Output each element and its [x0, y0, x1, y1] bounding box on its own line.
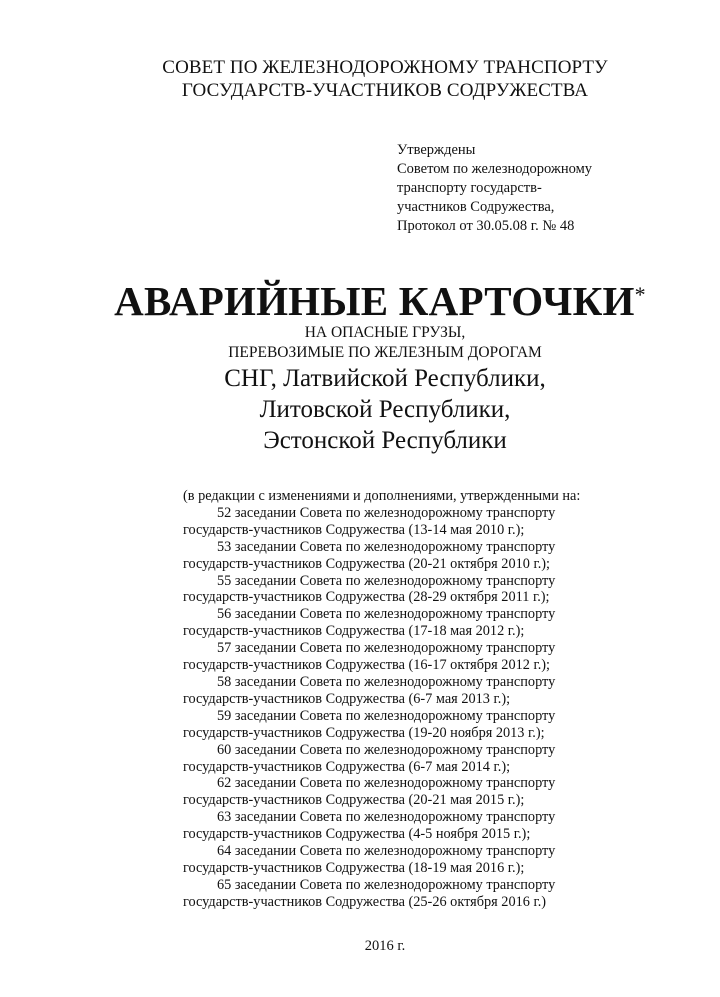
amendment-item: 62 заседании Совета по железнодорожному транспорту государств-участников Содружества (20-21 мая 2015 г.); [183, 775, 556, 809]
amendment-item: 56 заседании Совета по железнодорожному транспорту государств-участников Содружества (17-18 мая 2012 г.); [183, 606, 556, 640]
countries-line: Эстонской Республики [263, 427, 507, 454]
amendment-item: 52 заседании Совета по железнодорожному транспорту государств-участников Содружества (13-14 мая 2010 г.); [183, 504, 556, 538]
footnote-mark: * [634, 282, 646, 307]
countries-line: Литовской Республики, [259, 396, 511, 423]
amendment-item: 55 заседании Совета по железнодорожному транспорту государств-участников Содружества (28-29 октября 2011 г.); [183, 572, 556, 606]
subtitle-line-1: НА ОПАСНЫЕ ГРУЗЫ, [304, 324, 466, 341]
amendment-item: 53 заседании Совета по железнодорожному транспорту государств-участников Содружества (20-21 октября 2010 г.); [183, 538, 556, 572]
council-line-2: ГОСУДАРСТВ-УЧАСТНИКОВ СОДРУЖЕСТВА [181, 80, 589, 101]
approval-line: транспорту государств- [397, 180, 542, 196]
amendment-item: 63 заседании Совета по железнодорожному транспорту государств-участников Содружества (4-5 ноября 2015 г.); [183, 809, 556, 843]
publication-year: 2016 г. [364, 938, 406, 954]
amendment-item: 59 заседании Совета по железнодорожному транспорту государств-участников Содружества (19-20 ноября 2013 г.); [183, 707, 556, 741]
amendments-intro: (в редакции с изменениями и дополнениями, утвержденными на: [183, 488, 581, 504]
approval-line: участников Содружества, [397, 199, 555, 215]
amendment-item: 58 заседании Совета по железнодорожному транспорту государств-участников Содружества (6-7 мая 2013 г.); [183, 673, 556, 707]
document-title [0, 276, 720, 326]
amendments-list [183, 488, 623, 911]
countries-heading [0, 363, 720, 456]
council-line-1: СОВЕТ ПО ЖЕЛЕЗНОДОРОЖНОМУ ТРАНСПОРТУ [162, 57, 608, 78]
document-subtitle [0, 323, 720, 363]
approval-line: Протокол от 30.05.08 г. № 48 [397, 218, 575, 234]
amendment-item: 60 заседании Совета по железнодорожному транспорту государств-участников Содружества (6-7 мая 2014 г.); [183, 741, 556, 775]
approval-line: Советом по железнодорожному [397, 161, 593, 177]
amendment-item: 65 заседании Совета по железнодорожному транспорту государств-участников Содружества (25-26 октября 2016 г.) [183, 876, 556, 910]
issuing-council-heading [0, 56, 720, 102]
document-title-text: АВАРИЙНЫЕ КАРТОЧКИ [114, 278, 635, 324]
countries-line: СНГ, Латвийской Республики, [224, 365, 546, 392]
amendment-item: 57 заседании Совета по железнодорожному транспорту государств-участников Содружества (16-17 октября 2012 г.); [183, 640, 556, 674]
approval-block [397, 141, 592, 236]
subtitle-line-2: ПЕРЕВОЗИМЫЕ ПО ЖЕЛЕЗНЫМ ДОРОГАМ [228, 344, 542, 361]
approval-line: Утверждены [397, 142, 476, 158]
amendment-item: 64 заседании Совета по железнодорожному транспорту государств-участников Содружества (18-19 мая 2016 г.); [183, 843, 556, 876]
